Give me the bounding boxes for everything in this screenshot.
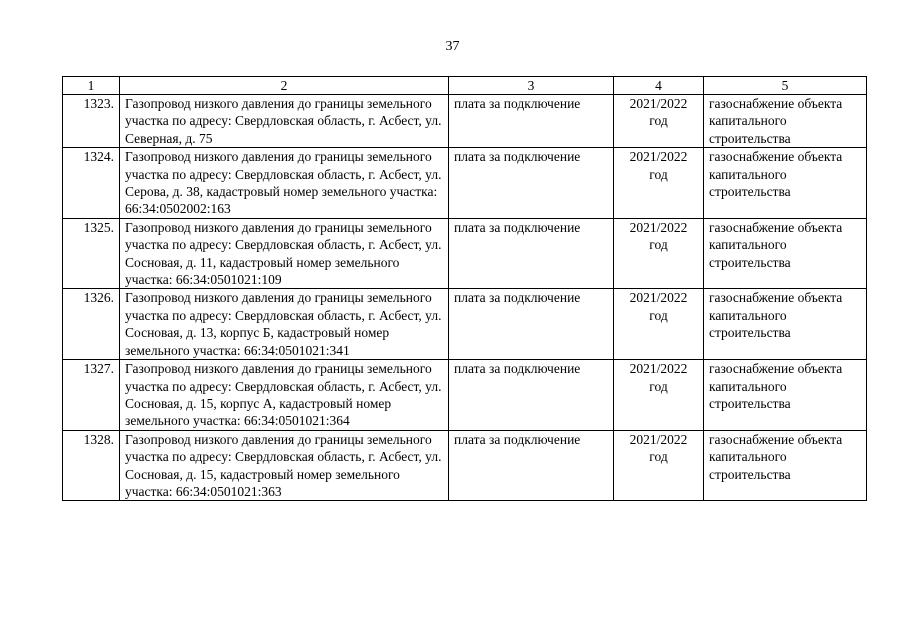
table-row xyxy=(63,95,867,148)
investment-table xyxy=(62,76,867,501)
purpose: газоснабжение объекта капитального строительства xyxy=(704,95,867,148)
row-number: 1325. xyxy=(63,218,120,289)
row-number: 1327. xyxy=(63,360,120,431)
object-description: Газопровод низкого давления до границы земельного участка по адресу: Свердловская область, г. Асбест, ул. Сосновая, д. 11, кадастровый номер земельного участка: 66:34:0501021:109 xyxy=(120,218,449,289)
purpose: газоснабжение объекта капитального строительства xyxy=(704,218,867,289)
page-number: 37 xyxy=(445,39,460,54)
table-row xyxy=(63,218,867,289)
table-row xyxy=(63,148,867,219)
row-number: 1328. xyxy=(63,430,120,501)
purpose: газоснабжение объекта капитального строительства xyxy=(704,430,867,501)
header-col-1: 1 xyxy=(63,77,120,95)
implementation-year: 2021/2022 год xyxy=(614,360,704,431)
table-body xyxy=(63,95,867,501)
header-row xyxy=(63,77,867,95)
object-description: Газопровод низкого давления до границы земельного участка по адресу: Свердловская область, г. Асбест, ул. Северная, д. 75 xyxy=(120,95,449,148)
purpose: газоснабжение объекта капитального строительства xyxy=(704,289,867,360)
funding-source: плата за подключение xyxy=(449,95,614,148)
implementation-year: 2021/2022 год xyxy=(614,218,704,289)
row-number: 1323. xyxy=(63,95,120,148)
funding-source: плата за подключение xyxy=(449,360,614,431)
header-col-3: 3 xyxy=(449,77,614,95)
header-col-2: 2 xyxy=(120,77,449,95)
table-header xyxy=(63,77,867,95)
object-description: Газопровод низкого давления до границы земельного участка по адресу: Свердловская область, г. Асбест, ул. Сосновая, д. 13, корпус Б, кадастровый номер земельного участка: 66:34:0501021:341 xyxy=(120,289,449,360)
funding-source: плата за подключение xyxy=(449,218,614,289)
object-description: Газопровод низкого давления до границы земельного участка по адресу: Свердловская область, г. Асбест, ул. Сосновая, д. 15, кадастровый номер земельного участка: 66:34:0501021:363 xyxy=(120,430,449,501)
funding-source: плата за подключение xyxy=(449,430,614,501)
header-col-5: 5 xyxy=(704,77,867,95)
row-number: 1324. xyxy=(63,148,120,219)
funding-source: плата за подключение xyxy=(449,289,614,360)
object-description: Газопровод низкого давления до границы земельного участка по адресу: Свердловская область, г. Асбест, ул. Сосновая, д. 15, корпус А, кадастровый номер земельного участка: 66:34:0501021:364 xyxy=(120,360,449,431)
funding-source: плата за подключение xyxy=(449,148,614,219)
implementation-year: 2021/2022 год xyxy=(614,95,704,148)
row-number: 1326. xyxy=(63,289,120,360)
table-row xyxy=(63,360,867,431)
object-description: Газопровод низкого давления до границы земельного участка по адресу: Свердловская область, г. Асбест, ул. Серова, д. 38, кадастровый номер земельного участка: 66:34:0502002:163 xyxy=(120,148,449,219)
header-col-4: 4 xyxy=(614,77,704,95)
implementation-year: 2021/2022 год xyxy=(614,430,704,501)
purpose: газоснабжение объекта капитального строительства xyxy=(704,360,867,431)
implementation-year: 2021/2022 год xyxy=(614,289,704,360)
table-row xyxy=(63,289,867,360)
purpose: газоснабжение объекта капитального строительства xyxy=(704,148,867,219)
implementation-year: 2021/2022 год xyxy=(614,148,704,219)
table-row xyxy=(63,430,867,501)
